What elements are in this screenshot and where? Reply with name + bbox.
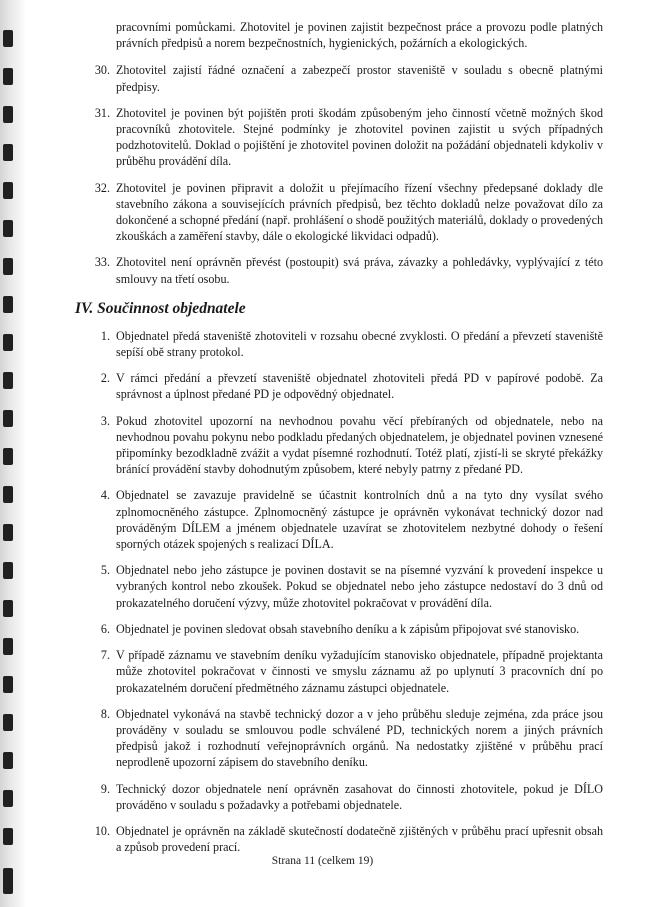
section-clause-list: [93, 328, 603, 855]
binding-ring: [3, 448, 13, 465]
clause-number: 5.: [100, 563, 110, 578]
clause-text: Objednatel předá staveniště zhotoviteli v rozsahu obecné zvyklosti. O předání a převzetí staveniště sepíší obě strany protokol.: [116, 328, 603, 360]
clause-item: [93, 647, 603, 696]
clause-item: [93, 105, 603, 170]
clause-number: 2.: [100, 371, 110, 386]
clause-number: 3.: [100, 413, 110, 428]
clause-item: [93, 562, 603, 611]
clause-number: 8.: [100, 706, 110, 721]
clause-item: [93, 254, 603, 286]
clause-text: Zhotovitel zajistí řádné označení a zabezpečí prostor staveniště v souladu s obecně platnými předpisy.: [116, 63, 603, 94]
document-body: [75, 19, 603, 865]
clause-text: Objednatel nebo jeho zástupce je povinen dostavit se na písemné vyzvání k provedení inspekce u vybraných kontrol nebo zkoušek. Pokud se objednatel nebo jeho zástupce nedostaví do 3 dnů od prokazatelného doručení výzvy, může zhotovitel pokračovat v provádění díla.: [116, 563, 603, 610]
binding-ring: [3, 790, 13, 807]
binding-ring: [3, 144, 13, 161]
binding-ring: [3, 524, 13, 541]
binding-ring: [3, 638, 13, 655]
clause-text: Objednatel vykonává na stavbě technický dozor a v jeho průběhu sleduje zejména, zda práce jsou prováděny v souladu se smlouvou podle schválené PD, technických norem a jiných právních předpisů jakož i rozhodnutí veřejnoprávních orgánů. Na nedostatky zjištěné v průběhu prací neprodleně upozorní zápisem do stavebního deníku.: [116, 706, 603, 770]
clause-item: [93, 781, 603, 813]
clause-list: [93, 62, 603, 286]
clause-item: [93, 62, 603, 94]
binding-ring: [3, 562, 13, 579]
binding-ring: [3, 334, 13, 351]
clause-number: 4.: [100, 488, 110, 503]
clause-number: 32.: [94, 180, 110, 195]
clause-item: [93, 706, 603, 771]
spiral-binding: [0, 0, 26, 907]
clause-text: Pokud zhotovitel upozorní na nevhodnou povahu věcí přebíraných od objednatele, nebo na nevhodnou povahu pokynu nebo podkladu předaných objednatelem, je objednatel povinen vznesené připomínky bezodkladně zvážit a vydat písemné rozhodnutí. Totéž platí, zjistí-li se skryté překážky bránící provádění stavby dohodnutým způsobem, které nebyly patrny z předané PD.: [116, 413, 603, 477]
binding-ring: [3, 220, 13, 237]
clause-number: 1.: [100, 328, 110, 343]
clause-item: [93, 370, 603, 402]
binding-ring: [3, 30, 13, 47]
clause-text: Objednatel je povinen sledovat obsah stavebního deníku a k zápisům připojovat své stanovisko.: [116, 621, 580, 636]
clause-item: [93, 328, 603, 360]
clause-number: 9.: [100, 781, 110, 796]
clause-text: Zhotovitel je povinen být pojištěn proti škodám způsobeným jeho činností včetně možných škod pracovníků zhotovitele. Stejné podmínky je zhotovitel povinen zajistit u svých případných podzhotovitelů. Doklad o pojištění je zhotovitel povinen doložit na požádání objednateli kdykoliv v průběhu provádění díla.: [116, 105, 603, 169]
clause-text: Objednatel se zavazuje pravidelně se účastnit kontrolních dnů a na tyto dny vysílat svého zplnomocněného zástupce. Zplnomocněný zástupce je oprávněn vykonávat technický dozor nad prováděným DÍLEM a jménem objednatele uzavírat se zhotovitelem nezbytné dohody o řešení sporných otázek spojených s realizací DÍLA.: [116, 488, 603, 552]
clause-number: 10.: [94, 823, 110, 838]
binding-ring: [3, 182, 13, 199]
binding-ring: [3, 676, 13, 693]
clause-text: Zhotovitel je povinen připravit a doložit u přejímacího řízení všechny předepsané doklady dle stavebního zákona a souvisejících právních předpisů, bez těchto dokladů nelze považovat dílo za dokončené a schopné předání (např. prohlášení o shodě použitých materiálů, doklady o provedených zkouškách a zaměření stavby, dále o ekologické likvidaci odpadů).: [116, 180, 603, 244]
binding-ring: [3, 258, 13, 275]
binding-ring: [3, 828, 13, 845]
binding-ring: [3, 372, 13, 389]
clause-item: [93, 180, 603, 245]
binding-ring: [3, 486, 13, 503]
clause-text: Objednatel je oprávněn na základě skutečností dodatečně zjištěných v průběhu prací upřesnit obsah a způsob provedení prací.: [116, 823, 603, 855]
clause-item: [93, 487, 603, 552]
page-footer: Strana 11 (celkem 19): [271, 855, 374, 867]
binding-ring: [3, 106, 13, 123]
paragraph-continuation: pracovními pomůckami. Zhotovitel je povinen zajistit bezpečnost práce a provozu podle platných právních předpisů a norem bezpečnostních, hygienických, požárních a ekologických.: [116, 20, 603, 51]
clause-text: V případě záznamu ve stavebním deníku vyžadujícím stanovisko objednatele, případně projektanta může zhotovitel pokračovat v činnosti ve smyslu záznamu až po uplynutí 3 pracovních dní po prokazatelném doručení předmětného záznamu zástupci objednatele.: [116, 648, 603, 695]
binding-ring: [3, 410, 13, 427]
binding-ring: [3, 68, 13, 85]
section-heading: IV. Součinnost objednatele: [75, 299, 246, 317]
clause-number: 30.: [94, 63, 110, 78]
clause-text: Zhotovitel není oprávněn převést (postoupit) svá práva, závazky a pohledávky, vyplývající z této smlouvy na třetí osobu.: [116, 255, 603, 286]
binding-ring: [3, 296, 13, 313]
clause-number: 31.: [94, 105, 110, 120]
clause-number: 7.: [100, 648, 110, 663]
clause-item: [93, 823, 603, 855]
binding-ring: [3, 714, 13, 731]
clause-item: [93, 413, 603, 478]
clause-number: 33.: [94, 255, 110, 270]
binding-ring: [3, 868, 13, 894]
clause-text: V rámci předání a převzetí staveniště objednatel zhotoviteli předá PD v papírové podobě. Za správnost a úplnost předané PD je odpovědný objednatel.: [116, 371, 603, 402]
clause-number: 6.: [100, 621, 110, 636]
binding-ring: [3, 752, 13, 769]
binding-ring: [3, 600, 13, 617]
clause-item: [93, 621, 603, 637]
clause-text: Technický dozor objednatele není oprávněn zasahovat do činnosti zhotovitele, pokud je DÍLO prováděno v souladu s požadavky a potřebami objednatele.: [116, 781, 603, 812]
